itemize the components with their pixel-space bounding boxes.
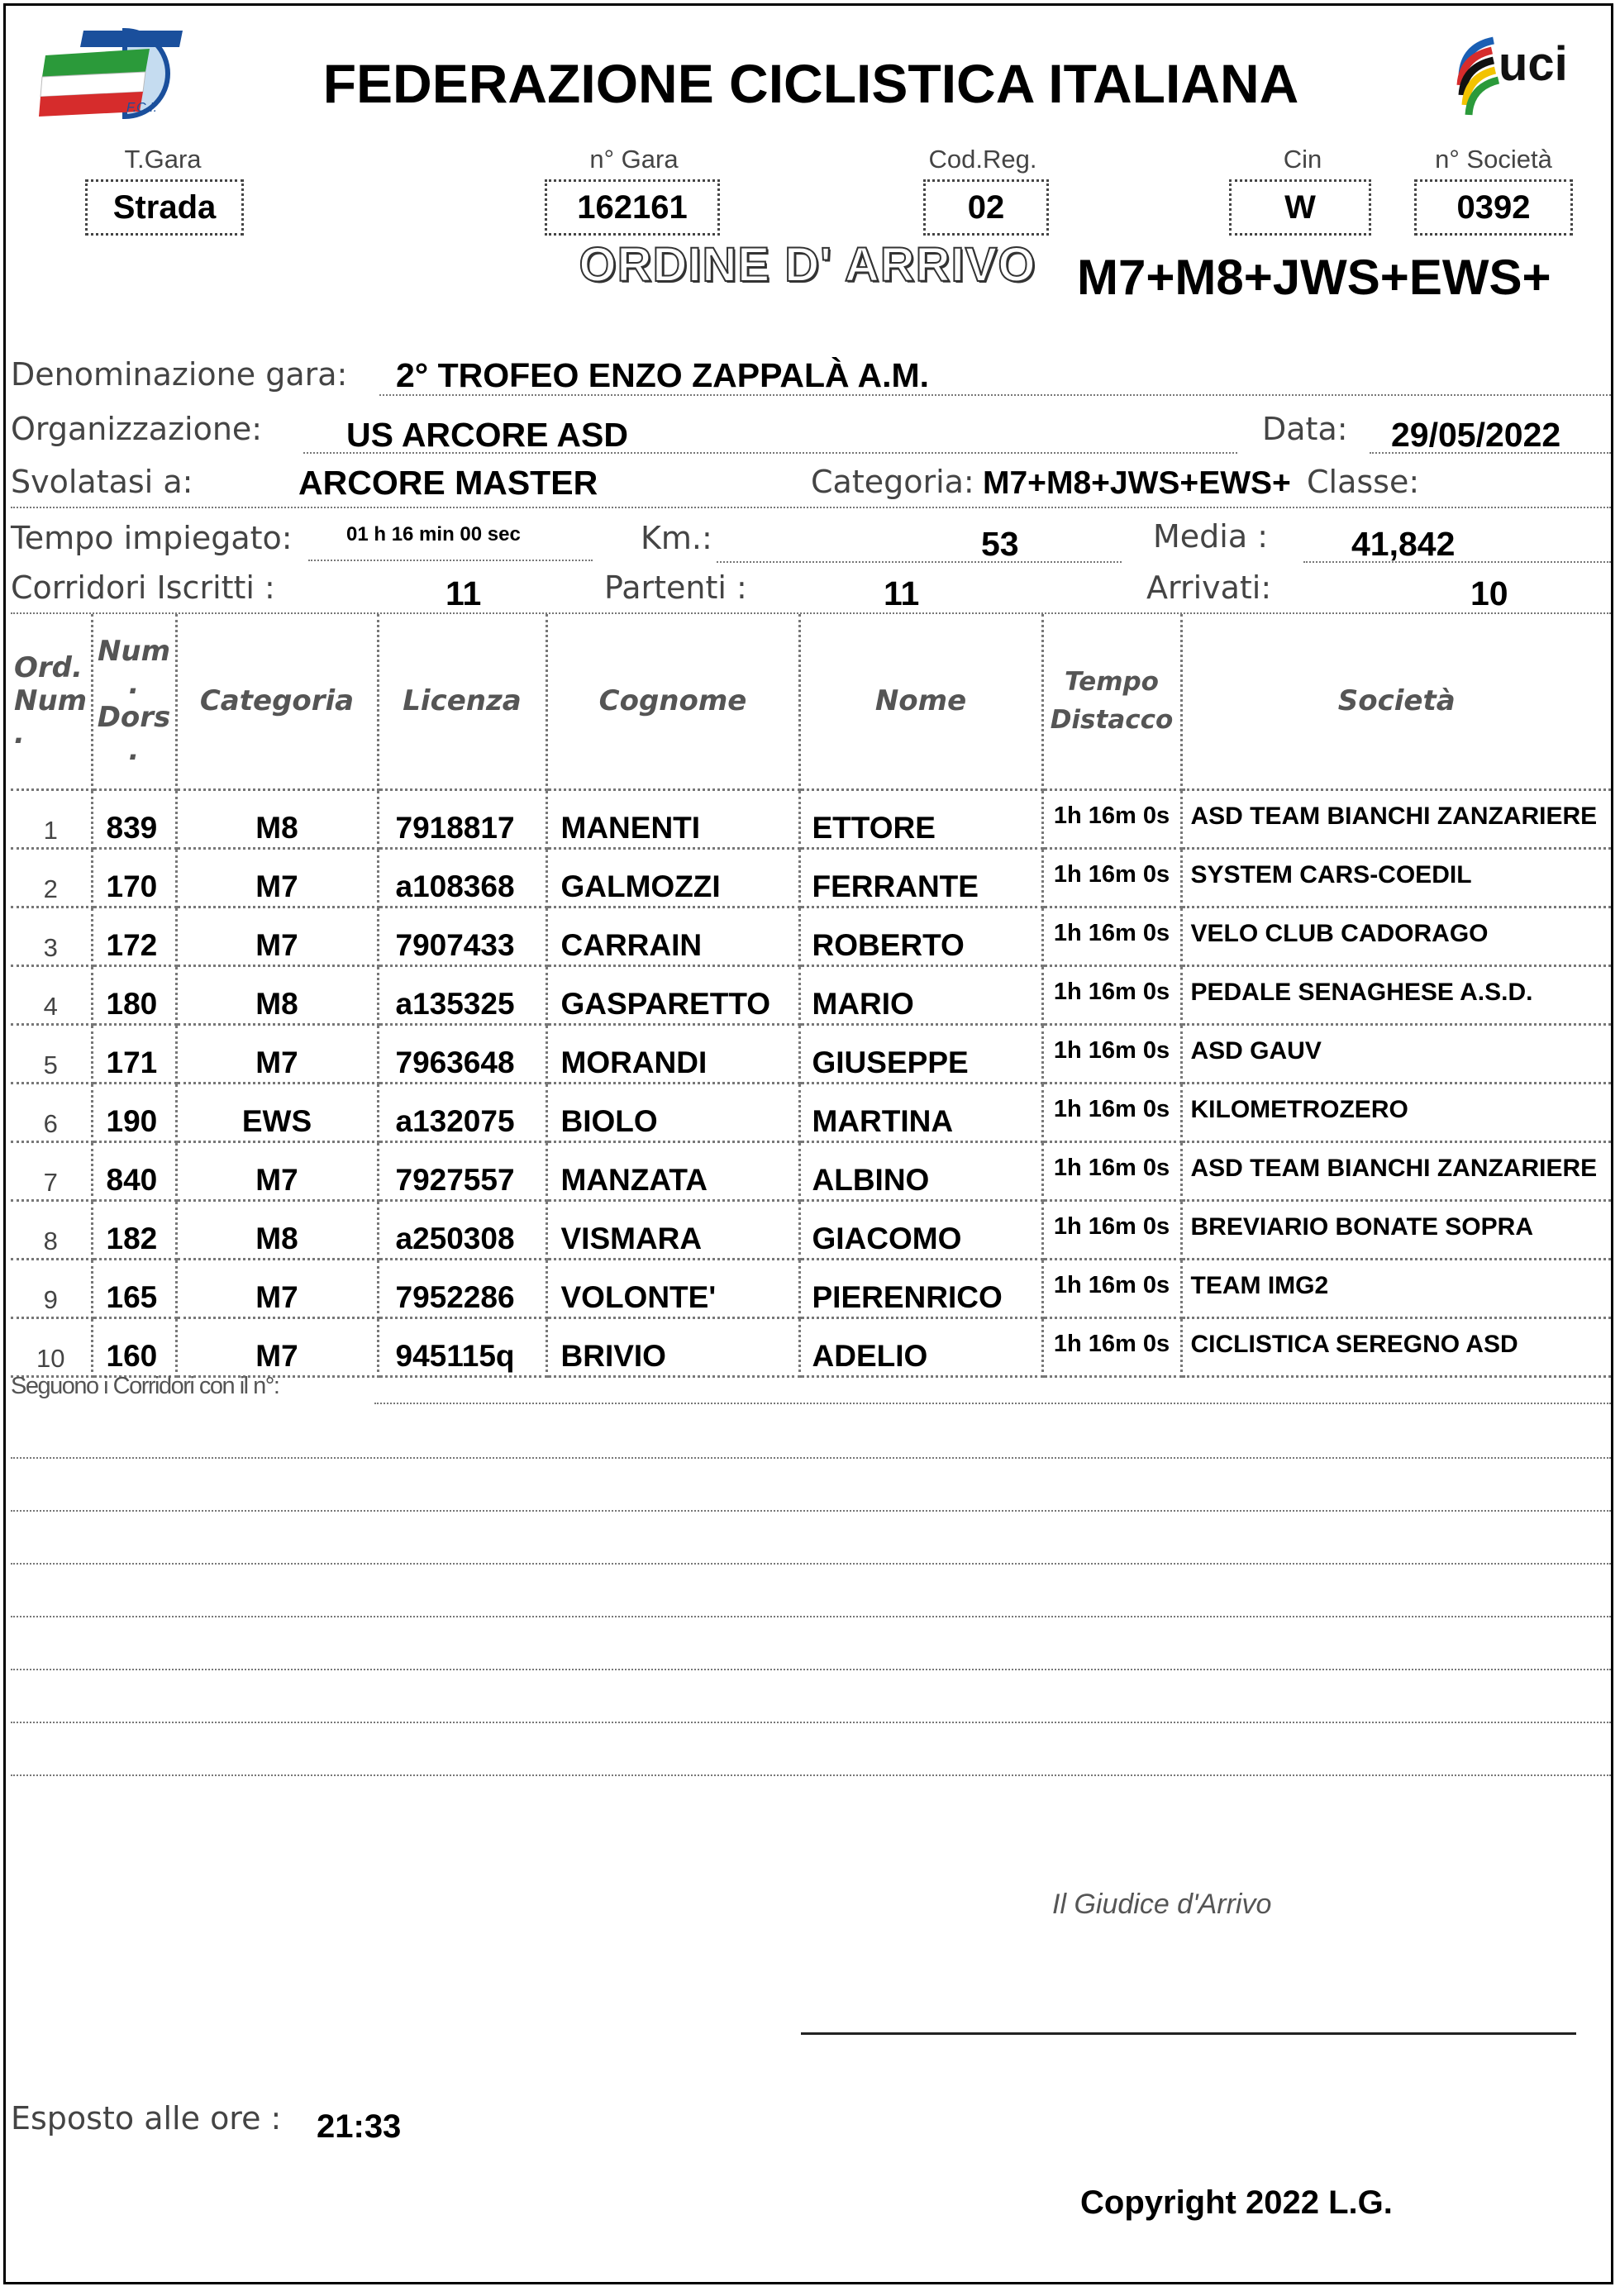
media-line — [1303, 561, 1611, 563]
blank-line-7 — [11, 1774, 1611, 1776]
cognome-cell: GASPARETTO — [546, 965, 799, 1024]
esposto-label: Esposto alle ore : — [11, 2100, 282, 2136]
tempo-label: Tempo impiegato: — [11, 520, 293, 556]
km-label: Km.: — [641, 520, 712, 556]
ord-cell: 3 — [11, 907, 92, 965]
licenza-cell: a132075 — [378, 1083, 546, 1141]
table-row — [11, 1317, 1611, 1376]
partenti-label: Partenti : — [604, 569, 747, 606]
nome-cell: GIUSEPPE — [799, 1024, 1042, 1083]
table-header-row — [11, 614, 1611, 789]
licenza-cell: 945115q — [378, 1317, 546, 1376]
dors-cell: 170 — [92, 848, 176, 907]
societa-cell: ASD TEAM BIANCHI ZANZARIERE — [1181, 1141, 1611, 1200]
licenza-cell: a108368 — [378, 848, 546, 907]
iscritti-value: 11 — [446, 574, 482, 612]
nome-cell: ADELIO — [799, 1317, 1042, 1376]
societa-cell: ASD TEAM BIANCHI ZANZARIERE — [1181, 789, 1611, 848]
cod-reg-value: 02 — [923, 179, 1049, 236]
header-tempo-line1: Tempo — [1065, 667, 1159, 698]
header-dors-line1: Num — [97, 635, 171, 669]
n-societa-label: n° Società — [1435, 145, 1552, 174]
header-cognome: Cognome — [546, 614, 799, 789]
data-value: 29/05/2022 — [1391, 416, 1561, 454]
tempo-value: 01 h 16 min 00 sec — [346, 523, 521, 545]
societa-cell: SYSTEM CARS-COEDIL — [1181, 848, 1611, 907]
societa-cell: BREVIARIO BONATE SOPRA — [1181, 1200, 1611, 1259]
cognome-cell: MORANDI — [546, 1024, 799, 1083]
km-line — [717, 561, 1122, 563]
seguono-line — [374, 1403, 1611, 1404]
ord-cell: 6 — [11, 1083, 92, 1141]
km-value: 53 — [981, 525, 1019, 563]
dors-cell: 171 — [92, 1024, 176, 1083]
ord-cell: 5 — [11, 1024, 92, 1083]
uci-logo-text: uci — [1498, 37, 1568, 91]
societa-cell: ASD GAUV — [1181, 1024, 1611, 1083]
dors-cell: 165 — [92, 1259, 176, 1317]
giudice-label: Il Giudice d'Arrivo — [1052, 1889, 1272, 1920]
tempo-cell: 1h 16m 0s — [1042, 848, 1181, 907]
cognome-cell: VISMARA — [546, 1200, 799, 1259]
licenza-cell: 7927557 — [378, 1141, 546, 1200]
table-row — [11, 1259, 1611, 1317]
svolatasi-value: ARCORE MASTER — [298, 464, 598, 502]
header-ord — [11, 614, 92, 789]
categoria-cell: M7 — [176, 1024, 378, 1083]
organizzazione-line — [303, 452, 1237, 454]
licenza-cell: a250308 — [378, 1200, 546, 1259]
categoria-cell: M8 — [176, 789, 378, 848]
dors-cell: 840 — [92, 1141, 176, 1200]
header-dors-line3: Dors — [97, 701, 171, 735]
denominazione-value: 2° TROFEO ENZO ZAPPALÀ A.M. — [396, 356, 930, 394]
table-row — [11, 789, 1611, 848]
tempo-cell: 1h 16m 0s — [1042, 1259, 1181, 1317]
header-categoria: Categoria — [176, 614, 378, 789]
societa-cell: TEAM IMG2 — [1181, 1259, 1611, 1317]
header-societa: Società — [1181, 614, 1611, 789]
signature-line — [801, 2032, 1576, 2035]
categoria-cell: M7 — [176, 1259, 378, 1317]
header-ord-line2: Num — [14, 684, 88, 718]
n-gara-label: n° Gara — [589, 145, 679, 174]
iscritti-label: Corridori Iscritti : — [11, 569, 275, 606]
dors-cell: 160 — [92, 1317, 176, 1376]
data-line — [1370, 452, 1611, 454]
seguono-label: Seguono i Corridori con il n°: — [11, 1373, 279, 1399]
n-societa-value: 0392 — [1414, 179, 1573, 236]
table-row — [11, 1141, 1611, 1200]
nome-cell: GIACOMO — [799, 1200, 1042, 1259]
categories-title: M7+M8+JWS+EWS+ — [1077, 250, 1551, 305]
dors-cell: 180 — [92, 965, 176, 1024]
partenti-value: 11 — [884, 574, 920, 612]
categoria-cell: M8 — [176, 1200, 378, 1259]
header-dors-line4: . — [128, 734, 140, 768]
table-row — [11, 907, 1611, 965]
ord-cell: 1 — [11, 789, 92, 848]
dors-cell: 172 — [92, 907, 176, 965]
arrivati-value: 10 — [1470, 574, 1508, 612]
categoria-label: Categoria: — [811, 464, 974, 500]
header-ord-line1: Ord. — [14, 651, 83, 685]
categoria-cell: M7 — [176, 1317, 378, 1376]
blank-line-5 — [11, 1669, 1611, 1670]
header-licenza: Licenza — [378, 614, 546, 789]
svolatasi-label: Svolatasi a: — [11, 464, 193, 500]
ord-cell: 10 — [11, 1317, 92, 1376]
arrivati-label: Arrivati: — [1146, 569, 1272, 606]
licenza-cell: 7963648 — [378, 1024, 546, 1083]
cognome-cell: CARRAIN — [546, 907, 799, 965]
categoria-cell: M8 — [176, 965, 378, 1024]
cin-label: Cin — [1283, 145, 1322, 174]
blank-line-1 — [11, 1457, 1611, 1459]
header-tempo — [1042, 614, 1181, 789]
t-gara-value: Strada — [85, 179, 244, 236]
dors-cell: 190 — [92, 1083, 176, 1141]
header-dors-line2: . — [128, 668, 140, 702]
blank-line-4 — [11, 1616, 1611, 1617]
table-row — [11, 1024, 1611, 1083]
dors-cell: 182 — [92, 1200, 176, 1259]
organizzazione-label: Organizzazione: — [11, 411, 263, 447]
nome-cell: ROBERTO — [799, 907, 1042, 965]
header-tempo-line2: Distacco — [1050, 705, 1174, 736]
nome-cell: ALBINO — [799, 1141, 1042, 1200]
blank-line-3 — [11, 1563, 1611, 1565]
table-row — [11, 1083, 1611, 1141]
cognome-cell: MANZATA — [546, 1141, 799, 1200]
uci-logo — [1454, 26, 1594, 125]
media-label: Media : — [1153, 518, 1269, 555]
copyright: Copyright 2022 L.G. — [1080, 2184, 1393, 2221]
results-table — [11, 614, 1611, 1378]
societa-cell: CICLISTICA SEREGNO ASD — [1181, 1317, 1611, 1376]
blank-line-2 — [11, 1510, 1611, 1512]
categoria-value: M7+M8+JWS+EWS+ — [983, 465, 1291, 501]
categoria-cell: M7 — [176, 1141, 378, 1200]
table-row — [11, 1200, 1611, 1259]
tempo-line — [308, 560, 593, 561]
tempo-cell: 1h 16m 0s — [1042, 965, 1181, 1024]
categoria-cell: M7 — [176, 907, 378, 965]
tempo-cell: 1h 16m 0s — [1042, 1024, 1181, 1083]
denominazione-line — [379, 394, 1611, 396]
cognome-cell: BRIVIO — [546, 1317, 799, 1376]
nome-cell: MARTINA — [799, 1083, 1042, 1141]
cognome-cell: VOLONTE' — [546, 1259, 799, 1317]
organizzazione-value: US ARCORE ASD — [346, 416, 628, 454]
header-ord-line3: . — [14, 717, 25, 751]
blank-line-6 — [11, 1722, 1611, 1723]
cognome-cell: BIOLO — [546, 1083, 799, 1141]
results-sheet — [3, 3, 1613, 2284]
denominazione-label: Denominazione gara: — [11, 356, 348, 393]
tempo-cell: 1h 16m 0s — [1042, 1141, 1181, 1200]
nome-cell: ETTORE — [799, 789, 1042, 848]
fci-logo-text: F.C.I. — [126, 101, 158, 115]
media-value: 41,842 — [1351, 525, 1456, 563]
svolatasi-line — [11, 507, 1611, 508]
nome-cell: MARIO — [799, 965, 1042, 1024]
licenza-cell: a135325 — [378, 965, 546, 1024]
societa-cell: VELO CLUB CADORAGO — [1181, 907, 1611, 965]
table-row — [11, 965, 1611, 1024]
tempo-cell: 1h 16m 0s — [1042, 907, 1181, 965]
tempo-cell: 1h 16m 0s — [1042, 1083, 1181, 1141]
cognome-cell: GALMOZZI — [546, 848, 799, 907]
ord-cell: 9 — [11, 1259, 92, 1317]
tempo-cell: 1h 16m 0s — [1042, 1200, 1181, 1259]
header-dors — [92, 614, 176, 789]
categoria-cell: M7 — [176, 848, 378, 907]
categoria-cell: EWS — [176, 1083, 378, 1141]
tempo-cell: 1h 16m 0s — [1042, 789, 1181, 848]
ord-cell: 2 — [11, 848, 92, 907]
page-title: FEDERAZIONE CICLISTICA ITALIANA — [322, 53, 1299, 114]
ord-cell: 7 — [11, 1141, 92, 1200]
tempo-cell: 1h 16m 0s — [1042, 1317, 1181, 1376]
cognome-cell: MANENTI — [546, 789, 799, 848]
cod-reg-label: Cod.Reg. — [928, 145, 1037, 174]
licenza-cell: 7907433 — [378, 907, 546, 965]
table-row — [11, 848, 1611, 907]
header-nome: Nome — [799, 614, 1042, 789]
ord-cell: 4 — [11, 965, 92, 1024]
ordine-arrivo-subtitle: ORDINE D' ARRIVO — [579, 238, 1036, 292]
societa-cell: KILOMETROZERO — [1181, 1083, 1611, 1141]
licenza-cell: 7952286 — [378, 1259, 546, 1317]
licenza-cell: 7918817 — [378, 789, 546, 848]
ord-cell: 8 — [11, 1200, 92, 1259]
societa-cell: PEDALE SENAGHESE A.S.D. — [1181, 965, 1611, 1024]
cin-value: W — [1229, 179, 1371, 236]
t-gara-label: T.Gara — [124, 145, 202, 174]
esposto-value: 21:33 — [317, 2108, 402, 2145]
nome-cell: FERRANTE — [799, 848, 1042, 907]
n-gara-value: 162161 — [545, 179, 720, 236]
classe-label: Classe: — [1307, 464, 1420, 500]
dors-cell: 839 — [92, 789, 176, 848]
nome-cell: PIERENRICO — [799, 1259, 1042, 1317]
data-label: Data: — [1262, 411, 1348, 447]
